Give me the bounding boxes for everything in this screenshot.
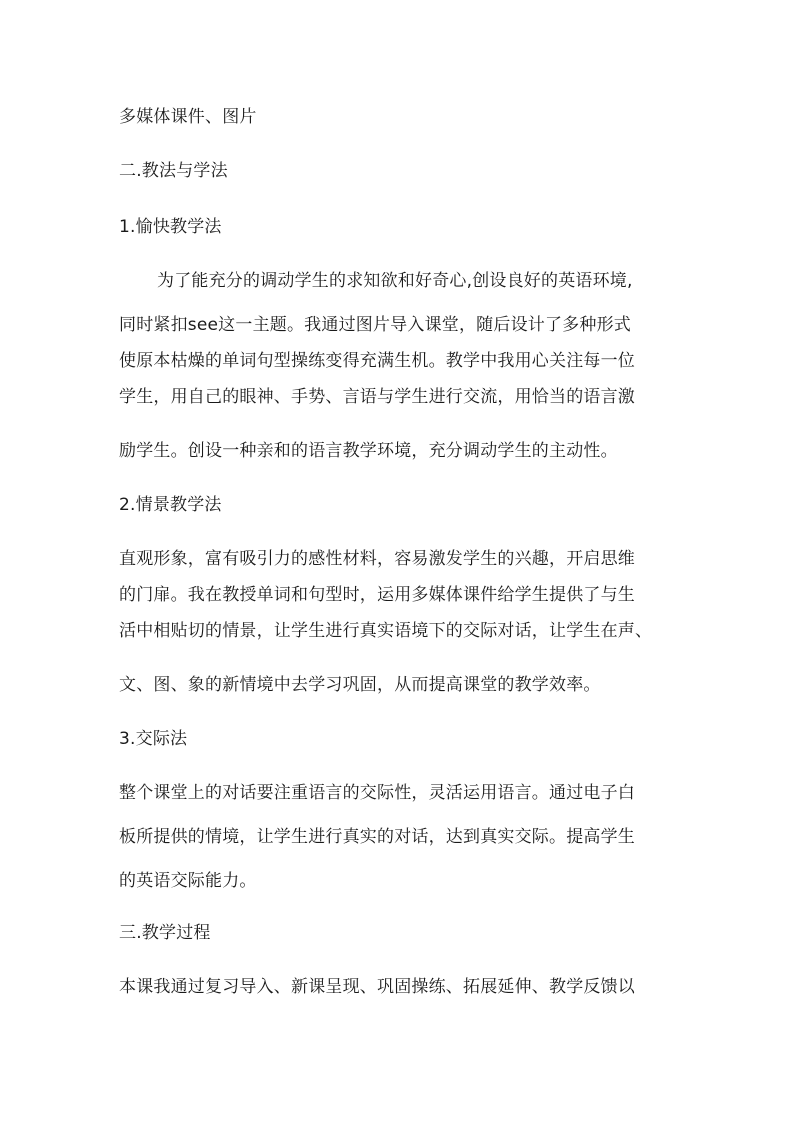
section-heading-methods: 二.教法与学法	[119, 161, 228, 181]
subheading-happy-teaching: 1.愉快教学法	[119, 217, 222, 237]
paragraph-line: 直观形象，富有吸引力的感性材料，容易激发学生的兴趣，开启思维	[119, 549, 635, 569]
paragraph-line: 的门扉。我在教授单词和句型时，运用多媒体课件给学生提供了与生	[119, 585, 635, 605]
paragraph-line: 文、图、象的新情境中去学习巩固，从而提高课堂的教学效率。	[119, 675, 601, 695]
paragraph-line: 学生，用自己的眼神、手势、言语与学生进行交流，用恰当的语言激	[119, 387, 635, 407]
paragraph-line: 活中相贴切的情景，让学生进行真实语境下的交际对话，让学生在声、	[119, 621, 653, 641]
paragraph-line: 使原本枯燥的单词句型操练变得充满生机。教学中我用心关注每一位	[119, 351, 635, 371]
section-heading-process: 三.教学过程	[119, 923, 211, 943]
paragraph-line: 为了能充分的调动学生的求知欲和好奇心,创设良好的英语环境,	[157, 271, 633, 291]
paragraph-line: 同时紧扣see这一主题。我通过图片导入课堂，随后设计了多种形式	[119, 315, 631, 335]
subheading-communicative-method: 3.交际法	[119, 729, 188, 749]
paragraph-line: 整个课堂上的对话要注重语言的交际性，灵活运用语言。通过电子白	[119, 783, 635, 803]
paragraph-line: 励学生。创设一种亲和的语言教学环境，充分调动学生的主动性。	[119, 441, 618, 461]
subheading-situational-teaching: 2.情景教学法	[119, 495, 222, 515]
materials-line: 多媒体课件、图片	[119, 107, 257, 127]
paragraph-line: 的英语交际能力。	[119, 871, 257, 891]
paragraph-line: 本课我通过复习导入、新课呈现、巩固操练、拓展延伸、教学反馈以	[119, 977, 635, 997]
paragraph-line: 板所提供的情境，让学生进行真实的对话，达到真实交际。提高学生	[119, 827, 635, 847]
